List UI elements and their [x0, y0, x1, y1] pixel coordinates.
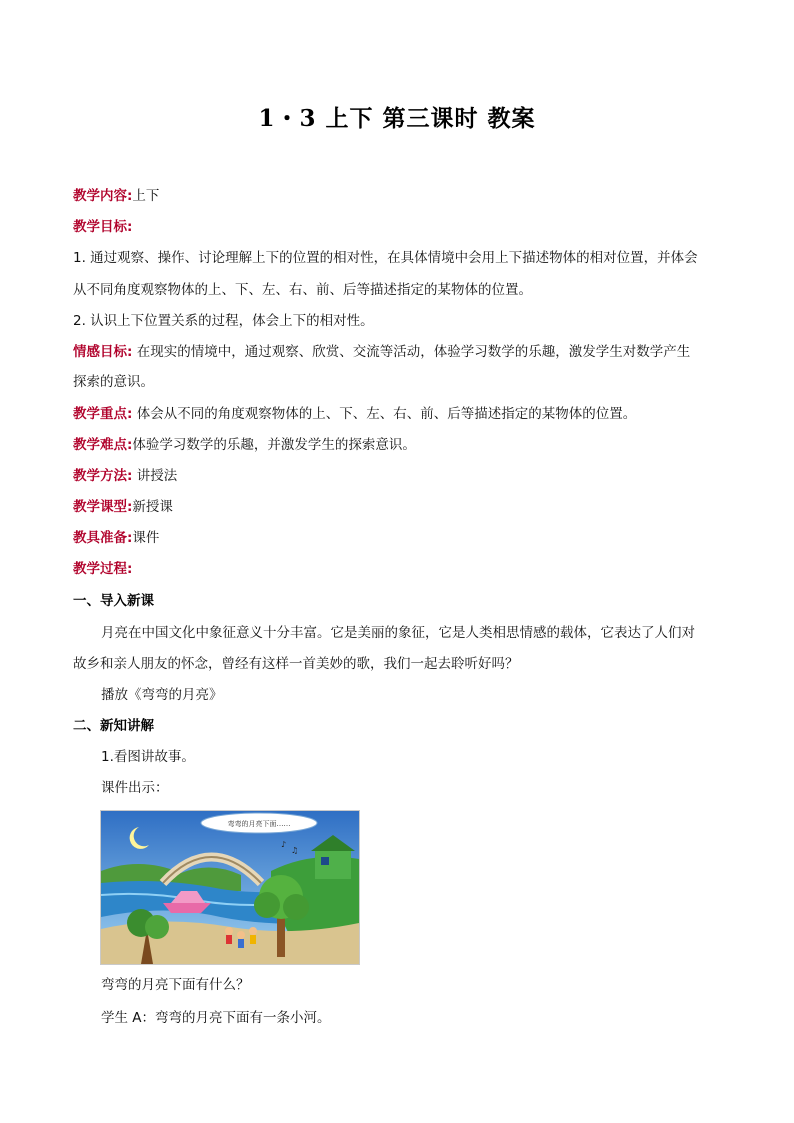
tools-text: 课件	[132, 530, 160, 546]
process-line	[73, 559, 723, 579]
section2-answer: 学生 A：弯弯的月亮下面有一条小河。	[101, 1010, 331, 1026]
section1-heading: 一、导入新课	[73, 593, 154, 609]
tools-label: 教具准备:	[73, 530, 133, 546]
section2-courseware: 课件出示：	[101, 780, 169, 796]
goals-item1-line1: 1. 通过观察、操作、讨论理解上下的位置的相对性，在具体情境中会用上下描述物体的相对位置，并体会	[73, 250, 698, 266]
difficulty-text: 体验学习数学的乐趣，并激发学生的探索意识。	[132, 437, 416, 453]
content-label: 教学内容:	[73, 188, 133, 204]
emotion-line2: 探索的意识。	[73, 374, 154, 390]
goals-item2: 2. 认识上下位置关系的过程，体会上下的相对性。	[73, 313, 374, 329]
section2-question: 弯弯的月亮下面有什么？	[101, 977, 250, 993]
document-title: 1・3 上下 第三课时 教案	[258, 105, 536, 132]
section1-para-line2: 故乡和亲人朋友的怀念，曾经有这样一首美妙的歌，我们一起去聆听好吗？	[73, 656, 519, 672]
content-line	[73, 186, 723, 206]
bubble-text: 弯弯的月亮下面……	[227, 820, 291, 828]
method-text: 讲授法	[132, 468, 178, 484]
svg-text:♫: ♫	[291, 846, 299, 855]
goals-label: 教学目标:	[73, 219, 133, 235]
emotion-line	[73, 342, 723, 362]
key-point-label: 教学重点:	[73, 406, 133, 422]
process-label: 教学过程:	[73, 561, 133, 577]
emotion-text: 在现实的情境中，通过观察、欣赏、交流等活动，体验学习数学的乐趣，激发学生对数学产生	[132, 344, 691, 360]
method-line	[73, 466, 723, 486]
tools-line	[73, 528, 723, 548]
courseware-illustration	[100, 810, 360, 965]
svg-text:♪: ♪	[281, 840, 287, 849]
content-text: 上下	[132, 188, 160, 204]
lesson-type-text: 新授课	[132, 499, 173, 515]
method-label: 教学方法:	[73, 468, 133, 484]
difficulty-line	[73, 435, 723, 455]
section1-para-line1: 月亮在中国文化中象征意义十分丰富。它是美丽的象征，它是人类相思情感的载体，它表达了人们对	[101, 625, 695, 641]
goals-item1-line2: 从不同角度观察物体的上、下、左、右、前、后等描述指定的某物体的位置。	[73, 282, 532, 298]
emotion-label: 情感目标:	[73, 344, 133, 360]
lesson-type-line	[73, 497, 723, 517]
section2-heading: 二、新知讲解	[73, 718, 154, 734]
difficulty-label: 教学难点:	[73, 437, 133, 453]
lesson-type-label: 教学课型:	[73, 499, 133, 515]
section1-play: 播放《弯弯的月亮》	[101, 687, 223, 703]
section2-step1: 1.看图讲故事。	[101, 749, 195, 765]
key-point-text: 体会从不同的角度观察物体的上、下、左、右、前、后等描述指定的某物体的位置。	[132, 406, 637, 422]
key-point-line	[73, 404, 723, 424]
goals-line	[73, 217, 723, 237]
moon-river-scene	[101, 811, 359, 964]
